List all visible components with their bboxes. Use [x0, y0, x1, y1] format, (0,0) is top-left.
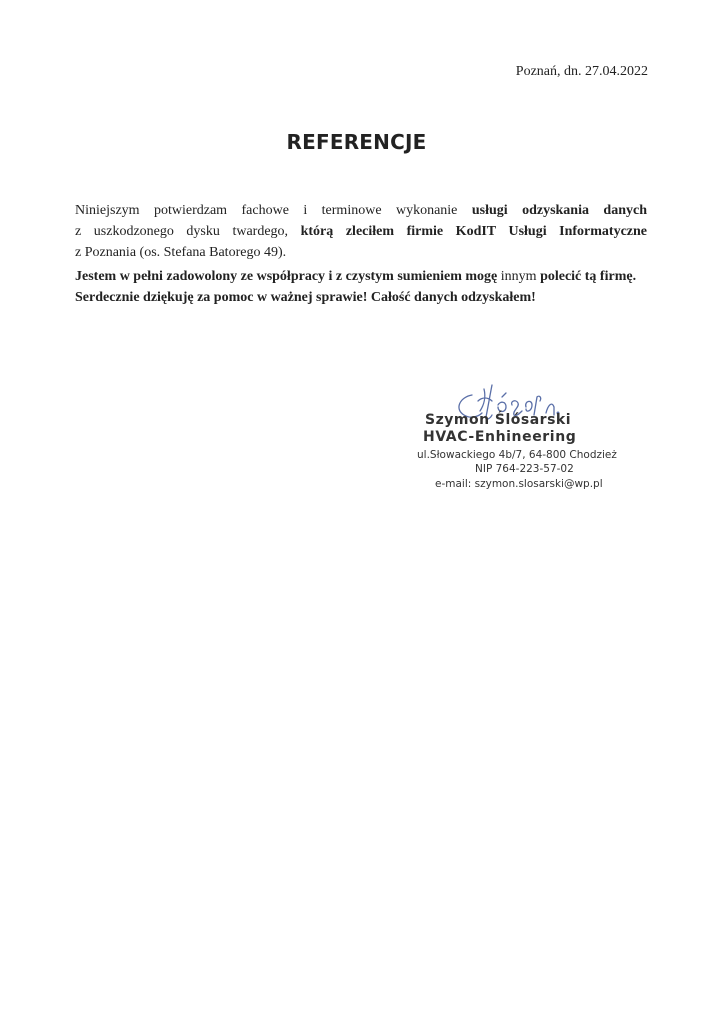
paragraph-line: [75, 287, 655, 308]
paragraph-confirmation: [75, 200, 647, 263]
text-run-bold: polecić tą firmę.: [540, 269, 637, 284]
paragraph-line: [75, 242, 647, 263]
paragraph-recommendation: [75, 266, 655, 308]
stamp-nip: NIP 764-223-57-02: [475, 463, 574, 475]
paragraph-line: [75, 266, 655, 287]
text-run-bold: Całość danych odzyskałem!: [370, 290, 536, 305]
stamp-name: Szymon Ślósarski: [425, 412, 572, 428]
paragraph-line: [75, 221, 647, 242]
text-run: z Poznania (os. Stefana Batorego 49).: [75, 245, 287, 260]
text-run-bold: którą zleciłem firmie KodIT Usługi Informatyczne: [300, 224, 648, 239]
text-run: innym: [500, 269, 541, 284]
document-date: Poznań, dn. 27.04.2022: [515, 64, 648, 79]
text-run-bold: usługi odzyskania danych: [471, 203, 647, 218]
text-run: z uszkodzonego dysku twardego,: [75, 224, 301, 239]
text-run: Niniejszym potwierdzam fachowe i terminowe wykonanie: [75, 203, 472, 218]
text-run-bold: Jestem w pełni zadowolony ze współpracy i z czystym sumieniem mogę: [75, 269, 501, 284]
text-run-bold: Serdecznie dziękuję za pomoc w ważnej sprawie!: [75, 290, 371, 305]
stamp-address: ul.Słowackiego 4b/7, 64-800 Chodzież: [417, 449, 617, 461]
document-title: REFERENCJE: [286, 130, 427, 154]
paragraph-line: [75, 200, 647, 221]
stamp-email: e-mail: szymon.slosarski@wp.pl: [435, 478, 603, 490]
stamp-company: HVAC-Enhineering: [423, 429, 577, 445]
